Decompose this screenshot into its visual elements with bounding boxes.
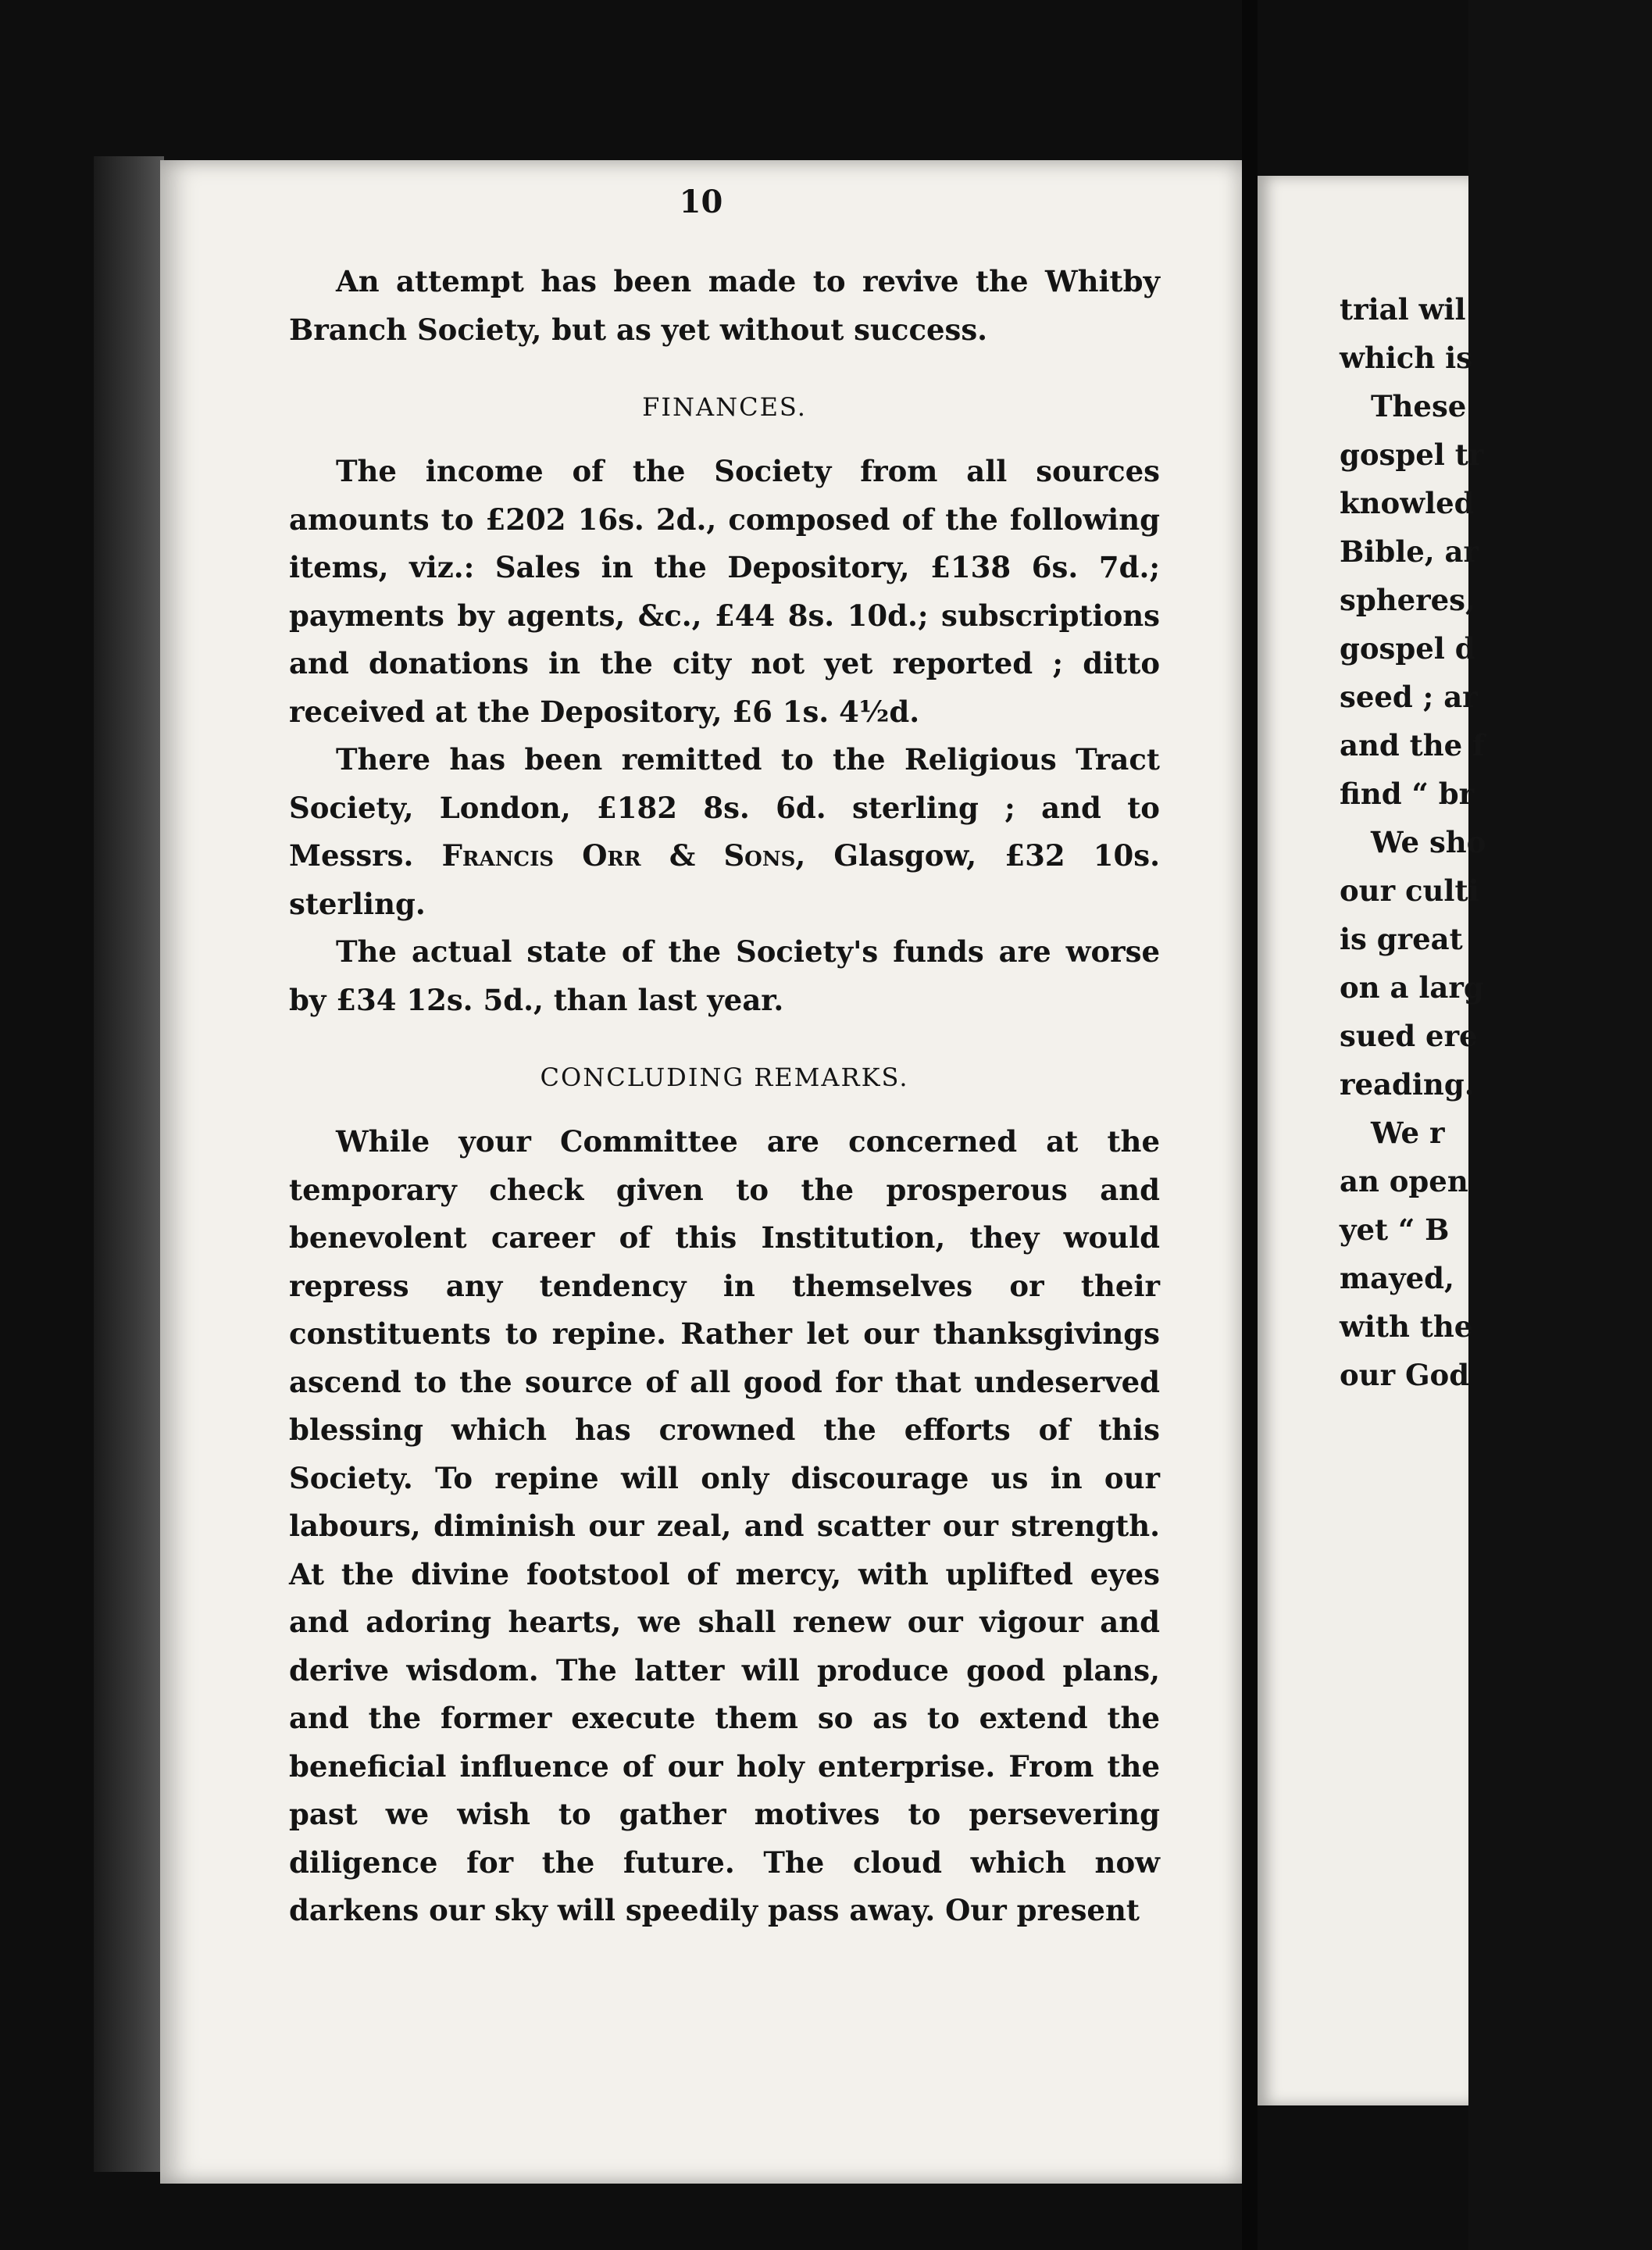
right-page-line: gospel d — [1340, 631, 1475, 666]
right-page-line: These — [1371, 389, 1467, 423]
right-page-line: which is — [1340, 341, 1473, 375]
right-page-line: our God — [1340, 1358, 1470, 1392]
remittance-text-start: There has been remitted to the Religious Tract Society, London, £182 8s. 6d. sterling ; and to Messrs. — [289, 742, 1160, 873]
right-page-line: with the — [1340, 1309, 1473, 1344]
right-page-line: on a larg — [1340, 970, 1484, 1005]
right-page-partial — [1258, 176, 1486, 2105]
right-page-line: sued ere — [1340, 1019, 1478, 1053]
book-gutter — [1242, 0, 1258, 2250]
right-page-line: knowled — [1340, 486, 1475, 520]
right-page-line: an open — [1340, 1164, 1468, 1198]
remittance-firm-name: Francis Orr & Sons — [441, 838, 796, 873]
paragraph-remittance — [289, 736, 1160, 928]
right-page-line: our culti — [1340, 873, 1479, 908]
right-page-line: mayed, — [1340, 1261, 1454, 1295]
right-page-text — [1340, 285, 1652, 1399]
page-text — [289, 258, 1160, 1935]
left-page — [160, 160, 1242, 2184]
paragraph-whitby: An attempt has been made to revive the Whitby Branch Society, but as yet without success. — [289, 264, 1160, 347]
book-spine-edge — [94, 156, 164, 2172]
right-page-line: and the f — [1340, 728, 1485, 762]
right-page-line: We r — [1371, 1116, 1445, 1150]
right-page-line: seed ; ar — [1340, 680, 1478, 714]
heading-finances: FINANCES. — [642, 392, 807, 422]
right-page-line: trial wil — [1340, 292, 1466, 327]
right-page-line: yet “ B — [1340, 1212, 1450, 1247]
heading-concluding-remarks: CONCLUDING REMARKS. — [540, 1062, 909, 1092]
right-page-line: gospel tr — [1340, 438, 1484, 472]
right-page-line: find “ br — [1340, 777, 1475, 811]
right-page-line: We sho — [1371, 825, 1486, 859]
paragraph-concluding: While your Committee are concerned at the temporary check given to the prosperous and benevolent career of this Institution, they would repress any tendency in themselves or their constituents to repine. Rather let our thanksgivings ascend to the source of all good for that undeserved blessing which has crowned the efforts of this Society. To repine will only discourage us in our labours, diminish our zeal, and scatter our strength. At the divine footstool of mercy, with uplifted eyes and adoring hearts, we shall renew our vigour and derive wisdom. The latter will produce good plans, and the former execute them so as to extend the beneficial influence of our holy enterprise. From the past we wish to gather motives to persevering diligence for the future. The cloud which now darkens our sky will speedily pass away. Our present — [289, 1124, 1160, 1927]
paragraph-income: The income of the Society from all sources amounts to £202 16s. 2d., composed of the following items, viz.: Sales in the Depository, £138 6s. 7d.; payments by agents, &c., £44 8s. 10d.; subscriptions and donations in the city not yet reported ; ditto received at the Depository, £6 1s. 4½d. — [289, 454, 1160, 729]
right-page-line: Bible, ar — [1340, 534, 1479, 569]
remittance-text-end: , Glasgow, £32 10s. sterling. — [289, 838, 1160, 921]
page-number: 10 — [679, 184, 723, 220]
paragraph-funds-state: The actual state of the Society's funds are worse by £34 12s. 5d., than last year. — [289, 934, 1160, 1017]
right-page-line: reading. — [1340, 1067, 1475, 1102]
right-page-line: spheres, — [1340, 583, 1475, 617]
right-page-line: is great — [1340, 922, 1463, 956]
